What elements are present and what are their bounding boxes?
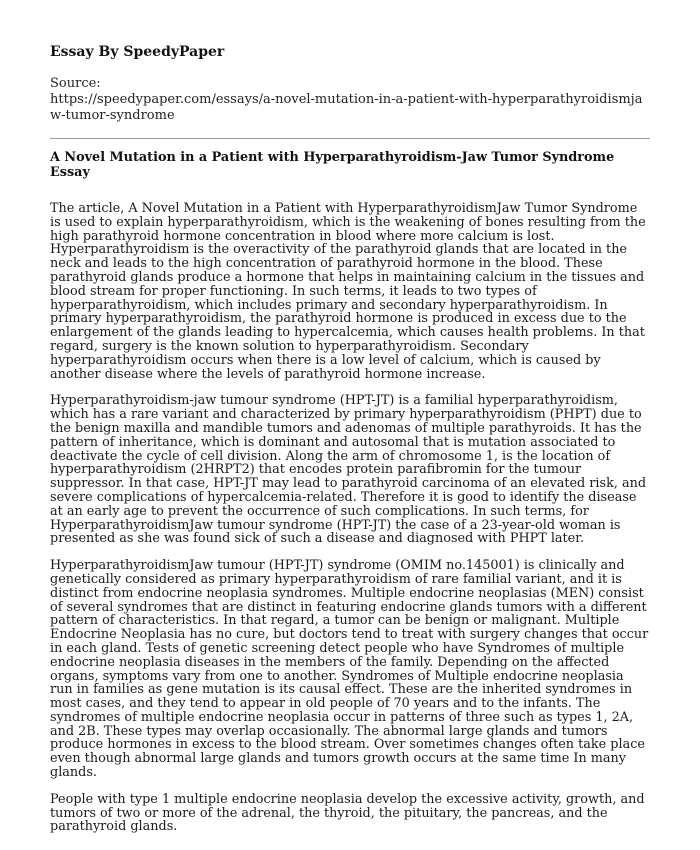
essay-body [50, 202, 650, 847]
header-divider [50, 138, 650, 139]
essay-paragraph: People with type 1 multiple endocrine neoplasia develop the excessive activity, growth, and tumors of two or more of the adrenal, the thyroid, the pituitary, the pancreas, and the parathyroid glands. [50, 791, 645, 835]
source-label: Source: [50, 76, 101, 91]
essay-paragraph: HyperparathyroidismJaw tumour (HPT-JT) syndrome (OMIM no.145001) is clinically and genetically considered as primary hyperparathyroidism of rare familial variant, and it is distinct from endocrine neoplasia syndromes. Multiple endocrine neoplasias (MEN) consist of several syndromes that are distinct in featuring endocrine glands tumors with a different pattern of characteristics. In that regard, a tumor can be benign or malignant. Multiple Endocrine Neoplasia has no cure, but doctors tend to treat with surgery changes that occur in each gland. Tests of genetic screening detect people who have Syndromes of multiple endocrine neoplasia diseases in the members of the family. Depending on the affected organs, symptoms vary from one to another. Syndromes of Multiple endocrine neoplasia run in families as gene mutation is its causal effect. These are the inherited syndromes in most cases, and they tend to appear in old people of 70 years and to the infants. The syndromes of multiple endocrine neoplasia occur in patterns of three such as types 1, 2A, and 2B. These types may overlap occasionally. The abnormal large glands and tumors produce hormones in excess to the blood stream. Over sometimes changes often take place even though abnormal large glands and tumors growth occurs at the same time In many glands. [50, 558, 649, 781]
essay-title: A Novel Mutation in a Patient with Hyperparathyroidism-Jaw Tumor Syndrome Essay [50, 150, 615, 180]
essay-paragraph: Hyperparathyroidism-jaw tumour syndrome (HPT-JT) is a familial hyperparathyroidism, which has a rare variant and characterized by primary hyperparathyroidism (PHPT) due to the benign maxilla and mandible tumors and adenomas of multiple parathyroids. It has the pattern of inheritance, which is dominant and autosomal that is mutation associated to deactivate the cycle of cell division. Along the arm of chromosome 1, is the location of hyperparathyroidism (2HRPT2) that encodes protein parafibromin for the tumour suppressor. In that case, HPT-JT may lead to parathyroid carcinoma of an elevated risk, and severe complications of hypercalcemia-related. Therefore it is good to identify the disease at an early age to prevent the occurrence of such complications. In such terms, for HyperparathyroidismJaw tumour syndrome (HPT-JT) the case of a 23-year-old woman is presented as she was found sick of such a disease and diagnosed with PHPT later. [50, 393, 647, 547]
brand-heading: Essay By SpeedyPaper [50, 44, 225, 60]
essay-paragraph: The article, A Novel Mutation in a Patient with HyperparathyroidismJaw Tumor Syndrome is used to explain hyperparathyroidism, which is the weakening of bones resulting from the high parathyroid hormone concentration in blood where more calcium is lost. Hyperparathyroidism is the overactivity of the parathyroid glands that are located in the neck and leads to the high concentration of parathyroid hormone in the blood. These parathyroid glands produce a hormone that helps in maintaining calcium in the tissues and blood stream for proper functioning. In such terms, it leads to two types of hyperparathyroidism, which includes primary and secondary hyperparathyroidism. In primary hyperparathyroidism, the parathyroid hormone is produced in excess due to the enlargement of the glands leading to hypercalcemia, which causes health problems. In that regard, surgery is the known solution to hyperparathyroidism. Secondary hyperparathyroidism occurs when there is a low level of calcium, which is caused by another disease where the levels of parathyroid hormone increase. [50, 201, 646, 382]
source-url: https://speedypaper.com/essays/a-novel-mutation-in-a-patient-with-hyperparathyroidismjaw-tumor-syndrome [50, 92, 643, 123]
source-block [50, 76, 650, 124]
